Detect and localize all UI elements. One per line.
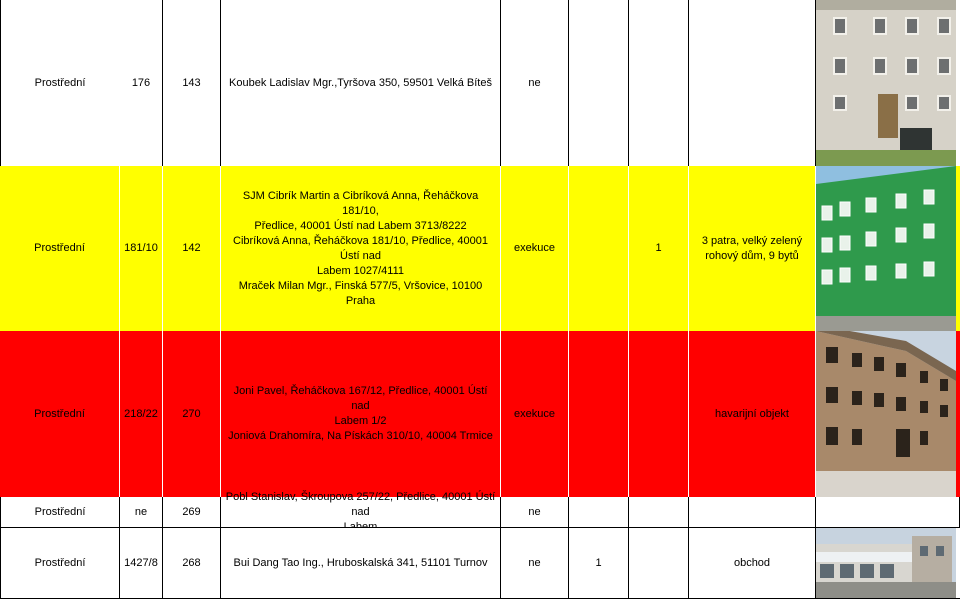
number-cell <box>163 528 221 598</box>
location-text: Prostřední <box>34 76 86 89</box>
parcel-text: ne <box>134 505 148 518</box>
extra-cell <box>629 528 689 598</box>
encumbrance-cell <box>501 331 569 497</box>
owner-line: Předlice, 40001 Ústí nad Labem 3713/8222 <box>254 219 467 232</box>
note-text: havarijní objekt <box>715 407 789 420</box>
note-text: obchod <box>733 556 771 569</box>
owner-line: Pobl Stanislav, Škroupova 257/22, Předlice, 40001 Ústí nad <box>225 490 496 518</box>
table-row <box>0 166 960 331</box>
parcel-text: 1427/8 <box>124 556 158 569</box>
owner-line: SJM Cibrík Martin a Cibríková Anna, Řeháčkova 181/10, <box>242 189 479 217</box>
note-line: 3 patra, velký zelený <box>701 234 803 247</box>
number-cell <box>163 0 221 166</box>
owner-line: Joniová Drahomíra, Na Pískách 310/10, 40004 Trmice <box>228 430 493 442</box>
owner-cell <box>221 490 501 527</box>
owner-cell <box>221 331 501 497</box>
location-text: Prostřední <box>34 242 85 254</box>
photo-cell <box>816 497 960 527</box>
count-cell <box>569 528 629 598</box>
owner-text: Bui Dang Tao Ing., Hruboskalská 341, 51101 Turnov <box>233 556 488 569</box>
table-row <box>0 527 960 599</box>
extra-cell <box>629 0 689 166</box>
parcel-text: 181/10 <box>124 242 158 254</box>
number-cell <box>163 331 221 497</box>
shop-building-photo <box>816 528 956 598</box>
encumbrance-text: ne <box>528 76 541 89</box>
parcel-text: 218/22 <box>124 407 158 420</box>
note-cell <box>689 331 816 497</box>
extra-cell <box>629 497 689 527</box>
green-building-photo <box>816 166 956 331</box>
owner-text: Koubek Ladislav Mgr.,Tyršova 350, 59501 Velká Bíteš <box>229 76 492 89</box>
note-cell <box>689 497 816 527</box>
location-text: Prostřední <box>34 505 86 518</box>
grey-building-photo <box>816 0 956 166</box>
encumbrance-cell <box>501 497 569 527</box>
count-text: 1 <box>595 556 602 569</box>
encumbrance-cell <box>501 528 569 598</box>
parcel-cell <box>120 0 163 166</box>
location-cell <box>0 331 120 497</box>
encumbrance-text: ne <box>528 505 541 518</box>
location-text: Prostřední <box>34 407 85 420</box>
number-text: 143 <box>182 76 201 89</box>
note-line: rohový dům, 9 bytů <box>705 249 799 262</box>
number-cell <box>163 166 221 331</box>
location-cell <box>0 166 120 331</box>
derelict-building-photo <box>816 331 956 497</box>
location-text: Prostřední <box>34 556 86 569</box>
parcel-cell <box>120 497 163 527</box>
number-text: 268 <box>182 556 201 569</box>
encumbrance-text: exekuce <box>514 407 555 420</box>
count-cell <box>569 166 629 331</box>
extra-cell <box>629 166 689 331</box>
owner-line: Labem 1/2 <box>334 415 387 427</box>
owner-cell <box>221 166 501 331</box>
owner-line: Cibríková Anna, Řeháčkova 181/10, Předlice, 40001 Ústí nad <box>233 234 488 262</box>
parcel-text: 176 <box>131 76 151 89</box>
location-cell <box>0 497 120 527</box>
location-cell <box>0 528 120 598</box>
encumbrance-text: exekuce <box>514 242 555 254</box>
table-row <box>0 0 960 166</box>
parcel-cell <box>120 528 163 598</box>
table-row <box>0 331 960 497</box>
table-row <box>0 490 960 527</box>
note-cell <box>689 166 816 331</box>
count-text: 1 <box>655 242 662 254</box>
count-cell <box>569 331 629 497</box>
number-text: 270 <box>182 407 201 420</box>
encumbrance-cell <box>501 166 569 331</box>
location-cell <box>0 0 120 166</box>
owner-cell <box>221 528 501 598</box>
number-cell <box>163 497 221 527</box>
owner-line: Labem 1027/4111 <box>316 264 405 277</box>
note-cell <box>689 0 816 166</box>
extra-cell <box>629 331 689 497</box>
count-cell <box>569 0 629 166</box>
note-cell <box>689 528 816 598</box>
encumbrance-cell <box>501 0 569 166</box>
number-text: 269 <box>182 505 201 518</box>
owner-cell <box>221 0 501 166</box>
parcel-cell <box>120 331 163 497</box>
encumbrance-text: ne <box>528 556 541 569</box>
owner-line: Mraček Milan Mgr., Finská 577/5, Vršovice, 10100 Praha <box>238 279 483 307</box>
owner-line: Joni Pavel, Řeháčkova 167/12, Předlice, 40001 Ústí nad <box>233 385 488 412</box>
parcel-cell <box>120 166 163 331</box>
count-cell <box>569 497 629 527</box>
number-text: 142 <box>182 242 201 254</box>
